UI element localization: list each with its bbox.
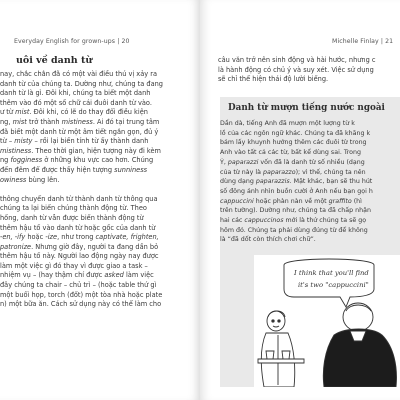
text-line (220, 158, 400, 168)
text-line (220, 119, 400, 129)
text-run: . Ai đó tại trung tâm (92, 117, 160, 126)
text-line (0, 156, 192, 166)
text-line (220, 235, 400, 245)
cartoon-drawing (254, 255, 400, 387)
speech-line-1: I think that you'll find (294, 269, 369, 277)
text-run: hoặc phàn nàn về một (253, 197, 329, 205)
text-run: trên tường). Dường như, chúng ta đã chấp nhận (220, 207, 371, 215)
text-line (0, 243, 192, 253)
text-line (218, 56, 400, 66)
text-run: nay, chắc chắn đã có một vài điều thú vị xảy ra (0, 70, 157, 78)
text-run: mới là thứ chúng ta sẽ gọ (283, 217, 367, 225)
text-run: . Đôi khi, có lẽ do thay đổi điều kiện (29, 108, 148, 117)
sidebar-box-title: Danh từ mượn tiếng nước ngoài (228, 103, 385, 113)
text-run: là hành động có chủ ý và suy xét. Việc sử dụng (218, 65, 374, 74)
text-run: . Mặt khác, bạn sẽ thu hút (289, 178, 373, 186)
italic-term: cappuccini (220, 197, 254, 205)
text-run: , như trong (57, 233, 96, 242)
text-run: trở thành (26, 117, 62, 126)
text-run: ư từ (0, 108, 16, 117)
text-run: Anh vào tất cả các từ, bất kể dùng sai. Trong (220, 149, 362, 157)
text-run: là “đã dốt còn thích chơi chữ”. (220, 236, 316, 244)
text-run: của từ này là (220, 168, 263, 176)
text-run: vốn đã là danh từ số nhiều (dạng (258, 158, 365, 166)
text-run: một buổi họp, torch (đốt) một tòa nhà hoặc plate (0, 290, 163, 299)
italic-term: fogginess (10, 156, 43, 165)
italic-term: captivate, frighten, (95, 233, 159, 242)
text-run: sẽ chỉ thể hiện thái độ lười biếng. (218, 75, 329, 84)
text-run: bám lấy khuynh hướng thêm các đuôi từ trong (220, 139, 367, 147)
text-line (220, 177, 400, 187)
text-run: hai các (220, 217, 245, 225)
text-run: chúng ta lại biến chúng thành động từ. Theo (0, 204, 147, 213)
text-run: làm việc (123, 271, 154, 280)
text-line (0, 99, 192, 109)
speech-line-2: it's two "cappuccini" (298, 281, 369, 289)
text-run: bùng lên. (26, 175, 60, 184)
text-run: . Nhưng giờ đây, người ta đang dần bỏ (31, 242, 159, 251)
text-line (0, 166, 192, 176)
text-line (0, 262, 192, 272)
italic-term: misty (14, 137, 33, 146)
italic-term: sunniness (114, 165, 148, 174)
sidebar-box-text (220, 119, 400, 245)
text-run: hống, danh từ vẫn được biến thành động từ (0, 213, 144, 222)
text-line (0, 118, 192, 128)
text-line (0, 271, 192, 281)
large-person-figure (323, 303, 396, 387)
text-run: hôm đó. Chúng ta phải dùng đúng từ để không (220, 226, 368, 234)
text-line (220, 168, 400, 178)
text-run: Dần dà, tiếng Anh đã mượn một lượng từ k (220, 120, 355, 127)
text-line (0, 204, 192, 214)
italic-term: mistiness (61, 117, 93, 126)
text-run: nhiệm vụ – (hay thậm chí được (0, 271, 105, 280)
left-body-text (0, 70, 192, 310)
left-running-head: Everyday English for grown-ups | 20 (14, 38, 130, 45)
text-run: đã biết một danh từ một âm tiết ngắn gọn, đủ ý (0, 127, 159, 136)
text-run: thông chuyển danh từ thành danh từ thông qua (0, 194, 158, 203)
text-line (220, 187, 400, 197)
text-run: đây chúng ta chair – chủ trì – (hoặc table thứ gì (0, 281, 157, 290)
text-line (218, 75, 400, 85)
italic-term: paparazzis (255, 178, 290, 186)
italic-term: mistiness (0, 146, 32, 155)
section-title: uôi về danh từ (16, 55, 93, 66)
text-run: danh từ của chúng ta. Dường như, chúng ta đang (0, 79, 163, 88)
text-run: câu văn trở nên sinh động và hài hước, nhưng c (218, 56, 376, 64)
italic-term: mist (15, 108, 30, 117)
text-line (0, 291, 192, 301)
right-running-head: Michelle Finlay | 21 (332, 38, 394, 45)
text-line (0, 300, 192, 310)
text-line (0, 89, 192, 99)
text-run: Ý, (220, 158, 228, 166)
text-line (220, 226, 400, 236)
text-line (0, 108, 192, 118)
text-line (220, 197, 400, 207)
text-run: n) một bữa ăn. Cách sử dụng này có thể làm cho (0, 300, 162, 309)
text-line (0, 176, 192, 186)
italic-term: cappuccinos (244, 217, 284, 225)
text-run: ng, (0, 117, 13, 126)
text-run: thêm hậu tố này. Người lao động ngày nay được (0, 252, 159, 261)
text-line (220, 148, 400, 158)
text-line (0, 214, 192, 224)
text-run: thêm hậu tố vào danh từ hoặc gốc của danh từ (0, 223, 156, 232)
text-line (220, 206, 400, 216)
text-run: ); vì thế, chúng ta nên (295, 168, 366, 176)
text-line (220, 138, 400, 148)
text-line (0, 128, 192, 138)
italic-term: paparazzo (262, 168, 296, 176)
text-line (0, 185, 192, 195)
right-body-text (218, 56, 400, 85)
text-line (218, 66, 400, 76)
text-run: danh từ là gì. Đôi khi, chúng ta biết một danh (0, 89, 151, 98)
text-line (220, 216, 400, 226)
text-line (0, 233, 192, 243)
text-run: làm một việc gì đó thay vì được giao a task – (0, 261, 148, 270)
text-line (0, 70, 192, 80)
cartoon-illustration (254, 255, 400, 387)
text-run: – rồi lại biến tính từ ấy thành danh (32, 137, 149, 146)
italic-term: asked (104, 271, 124, 280)
text-run: từ – (0, 137, 15, 146)
text-run: ng (0, 156, 11, 165)
text-run: hoặc (25, 233, 46, 242)
text-run: số đông ánh nhìn buồn cười ở Anh nếu bạn gọi h (220, 187, 373, 195)
text-line (0, 252, 192, 262)
italic-term: -ize (45, 233, 58, 242)
right-page (200, 0, 400, 400)
text-line (220, 129, 400, 139)
text-run: dùng dạng (220, 178, 256, 186)
italic-term: paparazzi (227, 158, 259, 166)
text-run: lồ của các ngôn ngữ khác. Chúng ta đã khăng k (220, 129, 371, 137)
text-run: ở những khu vực cao hơn. Chúng (42, 156, 154, 165)
text-line (0, 137, 192, 147)
text-run: . Theo thời gian, hiện tượng này đi kèm (31, 146, 161, 155)
text-line (0, 224, 192, 234)
italic-term: owiness (0, 175, 27, 184)
text-line (0, 195, 192, 205)
seated-person-figure (261, 311, 295, 387)
sidebar-box (220, 97, 400, 387)
italic-term: -en, -ify (0, 233, 26, 242)
text-run: đến đêm để được thấy hiện tượng (0, 165, 115, 174)
text-line (0, 147, 192, 157)
italic-term: patronize (0, 242, 32, 251)
italic-term: graffito (328, 197, 352, 205)
text-line (0, 80, 192, 90)
italic-term: mist (12, 117, 27, 126)
text-run: thêm vào đó một số chữ cái đuôi danh từ vào. (0, 98, 152, 107)
text-run: (hì (351, 197, 362, 205)
text-line (0, 281, 192, 291)
